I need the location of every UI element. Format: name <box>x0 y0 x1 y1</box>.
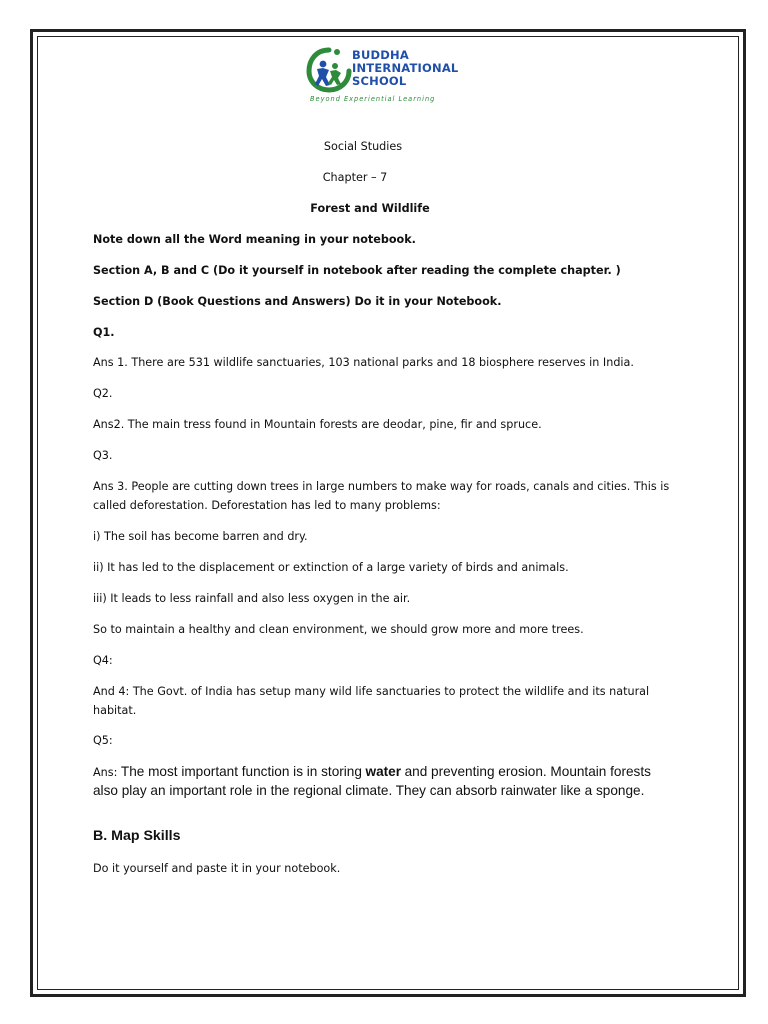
instruction-1: Note down all the Word meaning in your notebook. <box>93 233 416 246</box>
question-4: Q4: <box>93 654 113 667</box>
answer-5 <box>93 763 678 801</box>
answer-3: Ans 3. People are cutting down trees in large numbers to make way for roads, canals and cities. This is called deforestation. Deforestation has led to many problems: <box>93 480 670 512</box>
question-3: Q3. <box>93 449 113 462</box>
school-name: BUDDHA INTERNATIONAL SCHOOL <box>352 48 459 88</box>
instruction-2: Section A, B and C (Do it yourself in notebook after reading the complete chapter. ) <box>93 264 621 277</box>
school-tagline: Beyond Experiential Learning <box>310 95 436 103</box>
question-5: Q5: <box>93 734 113 747</box>
answer-3-point-1: i) The soil has become barren and dry. <box>93 530 308 543</box>
question-2: Q2. <box>93 387 113 400</box>
answer-5-text-2: and preventing erosion. Mountain forests also play an important role in the regional climate. They can absorb rainwater like a sponge. <box>93 764 651 798</box>
answer-5-text-1: The most important function is in storing <box>120 764 362 779</box>
answer-3-conclusion: So to maintain a healthy and clean environment, we should grow more and more trees. <box>93 623 584 636</box>
map-skills-instruction: Do it yourself and paste it in your notebook. <box>93 862 341 875</box>
subject-title: Social Studies <box>323 140 403 153</box>
answer-2: Ans2. The main tress found in Mountain forests are deodar, pine, fir and spruce. <box>93 418 542 431</box>
topic-title: Forest and Wildlife <box>310 202 430 215</box>
map-skills-heading: B. Map Skills <box>93 828 181 844</box>
chapter-title: Chapter – 7 <box>322 171 388 184</box>
answer-5-keyword: water <box>365 764 402 779</box>
school-logo <box>306 46 466 106</box>
instruction-3: Section D (Book Questions and Answers) Do it in your Notebook. <box>93 295 502 308</box>
question-1: Q1. <box>93 326 115 339</box>
school-emblem-icon <box>306 46 352 94</box>
answer-5-prefix: Ans: <box>93 766 118 779</box>
answer-1: Ans 1. There are 531 wildlife sanctuaries, 103 national parks and 18 biosphere reserves in India. <box>93 356 634 369</box>
answer-3-point-2: ii) It has led to the displacement or extinction of a large variety of birds and animals. <box>93 561 569 574</box>
answer-3-point-3: iii) It leads to less rainfall and also less oxygen in the air. <box>93 592 411 605</box>
answer-4: And 4: The Govt. of India has setup many wild life sanctuaries to protect the wildlife and its natural habitat. <box>93 685 650 717</box>
